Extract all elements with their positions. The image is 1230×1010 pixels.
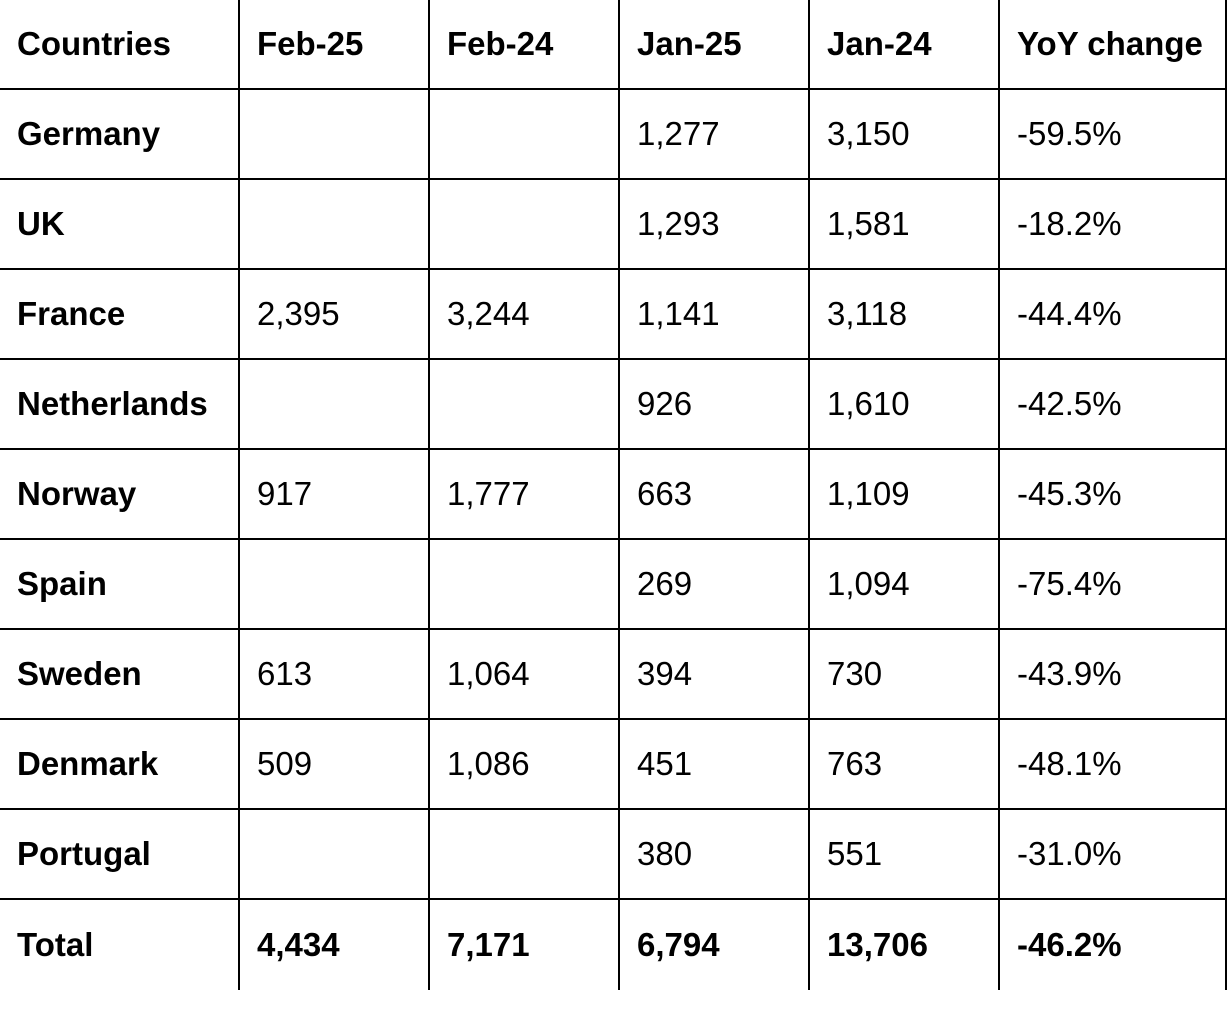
feb-25-cell [239, 359, 429, 449]
jan-25-cell: 1,277 [619, 89, 809, 179]
feb-25-cell: 917 [239, 449, 429, 539]
feb-25-cell: 2,395 [239, 269, 429, 359]
table-body [0, 89, 1226, 990]
header-feb-25: Feb-25 [239, 0, 429, 89]
total-yoy-change: -46.2% [999, 899, 1226, 990]
header-feb-24: Feb-24 [429, 0, 619, 89]
feb-25-cell [239, 539, 429, 629]
yoy-change-cell: -31.0% [999, 809, 1226, 899]
total-feb-24: 7,171 [429, 899, 619, 990]
feb-24-cell [429, 179, 619, 269]
table-row [0, 629, 1226, 719]
table-row [0, 179, 1226, 269]
yoy-change-cell: -42.5% [999, 359, 1226, 449]
feb-25-cell [239, 89, 429, 179]
jan-25-cell: 926 [619, 359, 809, 449]
jan-24-cell: 3,118 [809, 269, 999, 359]
table-header [0, 0, 1226, 89]
country-cell: Portugal [0, 809, 239, 899]
feb-24-cell: 1,777 [429, 449, 619, 539]
header-yoy-change: YoY change [999, 0, 1226, 89]
jan-24-cell: 551 [809, 809, 999, 899]
feb-25-cell [239, 179, 429, 269]
table-row [0, 809, 1226, 899]
yoy-change-cell: -59.5% [999, 89, 1226, 179]
yoy-change-cell: -18.2% [999, 179, 1226, 269]
country-cell: Sweden [0, 629, 239, 719]
jan-24-cell: 3,150 [809, 89, 999, 179]
jan-24-cell: 1,581 [809, 179, 999, 269]
country-cell: Norway [0, 449, 239, 539]
country-cell: Spain [0, 539, 239, 629]
yoy-change-cell: -75.4% [999, 539, 1226, 629]
jan-25-cell: 663 [619, 449, 809, 539]
table-row [0, 539, 1226, 629]
country-cell: Denmark [0, 719, 239, 809]
country-cell: Netherlands [0, 359, 239, 449]
country-cell: France [0, 269, 239, 359]
feb-24-cell: 1,086 [429, 719, 619, 809]
feb-24-cell: 1,064 [429, 629, 619, 719]
country-cell: UK [0, 179, 239, 269]
table-row [0, 449, 1226, 539]
jan-25-cell: 380 [619, 809, 809, 899]
country-cell: Germany [0, 89, 239, 179]
jan-24-cell: 1,610 [809, 359, 999, 449]
feb-25-cell: 613 [239, 629, 429, 719]
jan-24-cell: 763 [809, 719, 999, 809]
header-row [0, 0, 1226, 89]
total-label: Total [0, 899, 239, 990]
feb-24-cell [429, 89, 619, 179]
jan-24-cell: 1,109 [809, 449, 999, 539]
header-jan-25: Jan-25 [619, 0, 809, 89]
table-row [0, 89, 1226, 179]
header-jan-24: Jan-24 [809, 0, 999, 89]
feb-24-cell [429, 539, 619, 629]
total-feb-25: 4,434 [239, 899, 429, 990]
jan-25-cell: 1,141 [619, 269, 809, 359]
feb-25-cell: 509 [239, 719, 429, 809]
total-jan-25: 6,794 [619, 899, 809, 990]
feb-24-cell [429, 359, 619, 449]
feb-24-cell [429, 809, 619, 899]
jan-25-cell: 394 [619, 629, 809, 719]
table-row [0, 269, 1226, 359]
header-countries: Countries [0, 0, 239, 89]
jan-25-cell: 1,293 [619, 179, 809, 269]
yoy-change-cell: -45.3% [999, 449, 1226, 539]
jan-24-cell: 730 [809, 629, 999, 719]
yoy-change-cell: -43.9% [999, 629, 1226, 719]
table-row [0, 719, 1226, 809]
total-jan-24: 13,706 [809, 899, 999, 990]
jan-24-cell: 1,094 [809, 539, 999, 629]
feb-24-cell: 3,244 [429, 269, 619, 359]
table-row [0, 359, 1226, 449]
jan-25-cell: 269 [619, 539, 809, 629]
yoy-change-cell: -48.1% [999, 719, 1226, 809]
jan-25-cell: 451 [619, 719, 809, 809]
yoy-change-cell: -44.4% [999, 269, 1226, 359]
feb-25-cell [239, 809, 429, 899]
total-row [0, 899, 1226, 990]
